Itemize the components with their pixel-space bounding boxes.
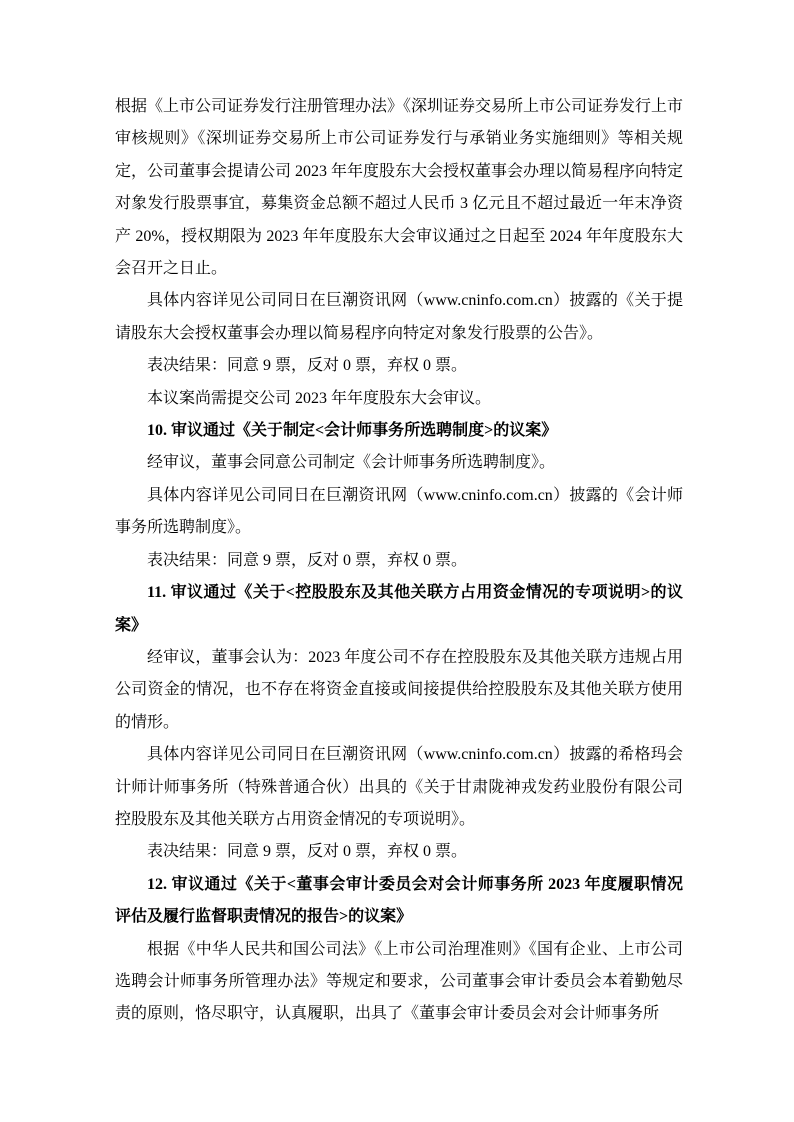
paragraph: 表决结果：同意 9 票，反对 0 票，弃权 0 票。 — [147, 357, 468, 375]
paragraph: 具体内容详见公司同日在巨潮资讯网（www.cninfo.com.cn）披露的《会计师事务所选聘制度》。 — [115, 486, 683, 537]
paragraph: 根据《中华人民共和国公司法》《上市公司治理准则》《国有企业、上市公司选聘会计师事务所管理办法》等规定和要求，公司董事会审计委员会本着勤勉尽责的原则，恪尽职守，认真履职，出具了《董事会审计委员会对会计师事务所 — [115, 940, 683, 1023]
paragraph: 具体内容详见公司同日在巨潮资讯网（www.cninfo.com.cn）披露的《关于提请股东大会授权董事会办理以简易程序向特定对象发行股票的公告》。 — [115, 292, 683, 342]
paragraph: 经审议，董事会认为：2023 年度公司不存在控股股东及其他关联方违规占用公司资金的情况，也不存在将资金直接或间接提供给控股股东及其他关联方使用的情形。 — [115, 648, 683, 731]
section-heading: 11. 审议通过《关于<控股股东及其他关联方占用资金情况的专项说明>的议案》 — [115, 584, 683, 634]
paragraph: 表决结果：同意 9 票，反对 0 票，弃权 0 票。 — [147, 551, 468, 569]
paragraph: 根据《上市公司证券发行注册管理办法》《深圳证券交易所上市公司证券发行上市审核规则》《深圳证券交易所上市公司证券发行与承销业务实施细则》等相关规定，公司董事会提请公司 2023 年年度股东大会授权董事会办理以简易程序向特定对象发行股票事宜，募集资金总额不超过人民币 3 亿元且不超过最近一年末净资产 20%，授权期限为 2023 年年度股东大会审议通过之日起至 2024 年年度股东大会召开之日止。 — [115, 98, 684, 278]
paragraph: 具体内容详见公司同日在巨潮资讯网（www.cninfo.com.cn）披露的希格玛会计师计师事务所（特殊普通合伙）出具的《关于甘肃陇神戎发药业股份有限公司控股股东及其他关联方占用资金情况的专项说明》。 — [115, 746, 683, 828]
section-heading: 12. 审议通过《关于<董事会审计委员会对会计师事务所 2023 年度履职情况评估及履行监督职责情况的报告>的议案》 — [115, 875, 683, 926]
section-heading: 10. 审议通过《关于制定<会计师事务所选聘制度>的议案》 — [147, 422, 558, 440]
document-content — [115, 91, 683, 1031]
paragraph: 经审议，董事会同意公司制定《会计师事务所选聘制度》。 — [147, 454, 556, 472]
paragraph: 表决结果：同意 9 票，反对 0 票，弃权 0 票。 — [147, 843, 468, 861]
paragraph: 本议案尚需提交公司 2023 年年度股东大会审议。 — [147, 389, 492, 407]
